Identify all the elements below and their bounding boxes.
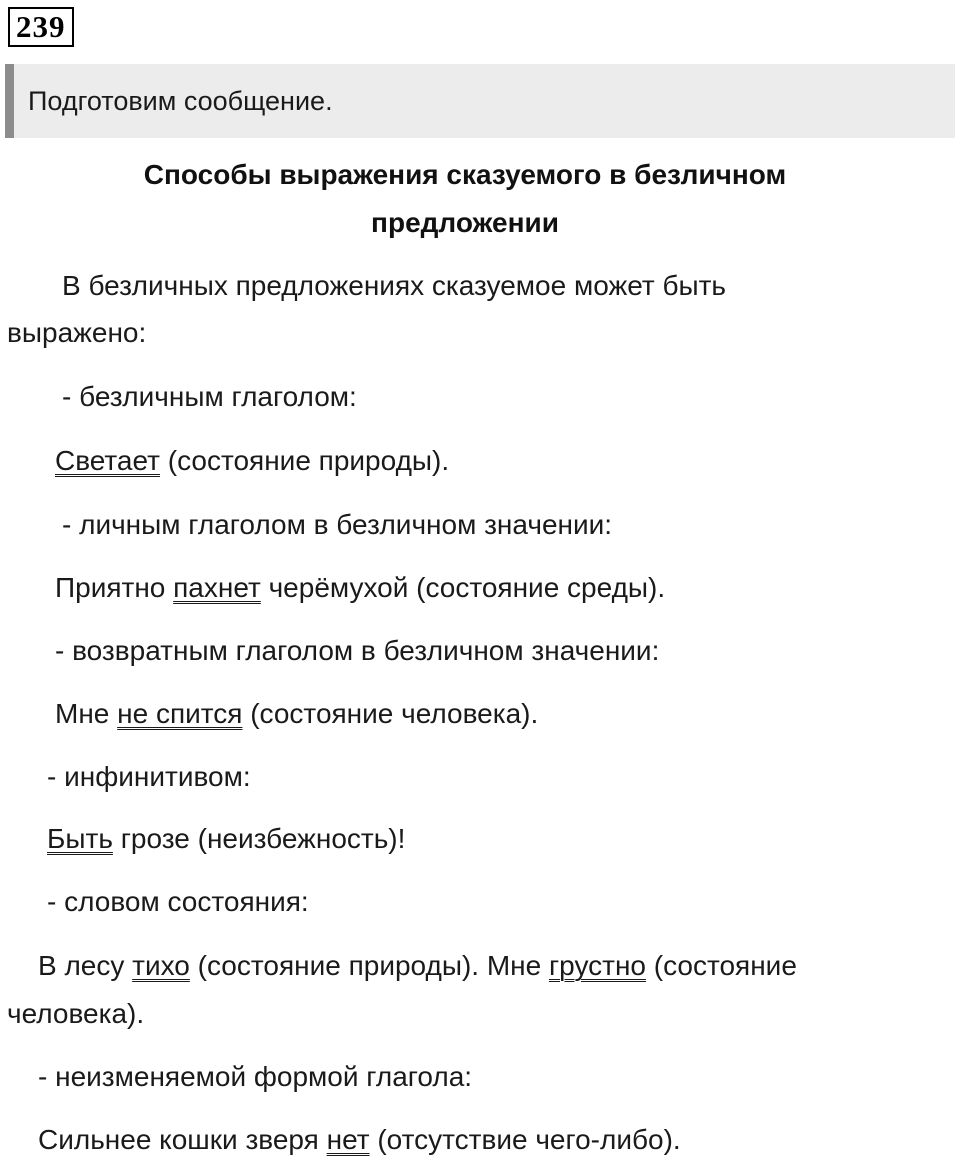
item-heading: - неизменяемой формой глагола:	[38, 1061, 473, 1092]
example-text: (состояние природы). Мне	[189, 950, 549, 981]
example-text: (отсутствие чего-либо).	[369, 1124, 681, 1155]
task-box	[5, 64, 955, 138]
example-text: черёмухой (состояние среды).	[260, 572, 666, 603]
item-example	[55, 572, 665, 604]
predicate-word: нет	[326, 1124, 370, 1155]
task-text: Подготовим сообщение.	[28, 86, 333, 116]
item-heading: - личным глаголом в безличном значении:	[62, 509, 613, 540]
item-heading: - возвратным глаголом в безличном значении:	[55, 635, 660, 666]
exercise-number: 239	[8, 7, 74, 47]
intro-line-1: В безличных предложениях сказуемое может быть	[62, 270, 727, 301]
item-example	[47, 823, 405, 855]
example-text: Сильнее кошки зверя	[38, 1124, 327, 1155]
example-text: (состояние	[645, 950, 797, 981]
item-example	[55, 445, 449, 477]
item-heading: - словом состояния:	[47, 886, 309, 917]
intro-line-2: выражено:	[7, 317, 147, 348]
item-heading: - инфинитивом:	[47, 761, 251, 792]
title-line-1: Способы выражения сказуемого в безличном	[143, 159, 787, 190]
predicate-word: Светает	[55, 445, 160, 476]
predicate-word: грустно	[548, 950, 646, 981]
title-line-2: предложении	[371, 207, 559, 238]
example-text: грозе (неизбежность)!	[112, 823, 406, 854]
example-text: Мне	[55, 698, 118, 729]
item-example-continuation: человека).	[7, 998, 145, 1029]
example-text: В лесу	[38, 950, 133, 981]
item-example	[38, 950, 797, 982]
example-text: (состояние человека).	[242, 698, 539, 729]
item-example	[55, 698, 538, 730]
predicate-word: Быть	[47, 823, 113, 854]
predicate-word: пахнет	[173, 572, 261, 603]
item-heading: - безличным глаголом:	[62, 381, 357, 412]
item-example	[38, 1124, 681, 1156]
predicate-word: не спится	[117, 698, 243, 729]
example-text: Приятно	[55, 572, 174, 603]
predicate-word: тихо	[132, 950, 190, 981]
example-text: (состояние природы).	[159, 445, 450, 476]
